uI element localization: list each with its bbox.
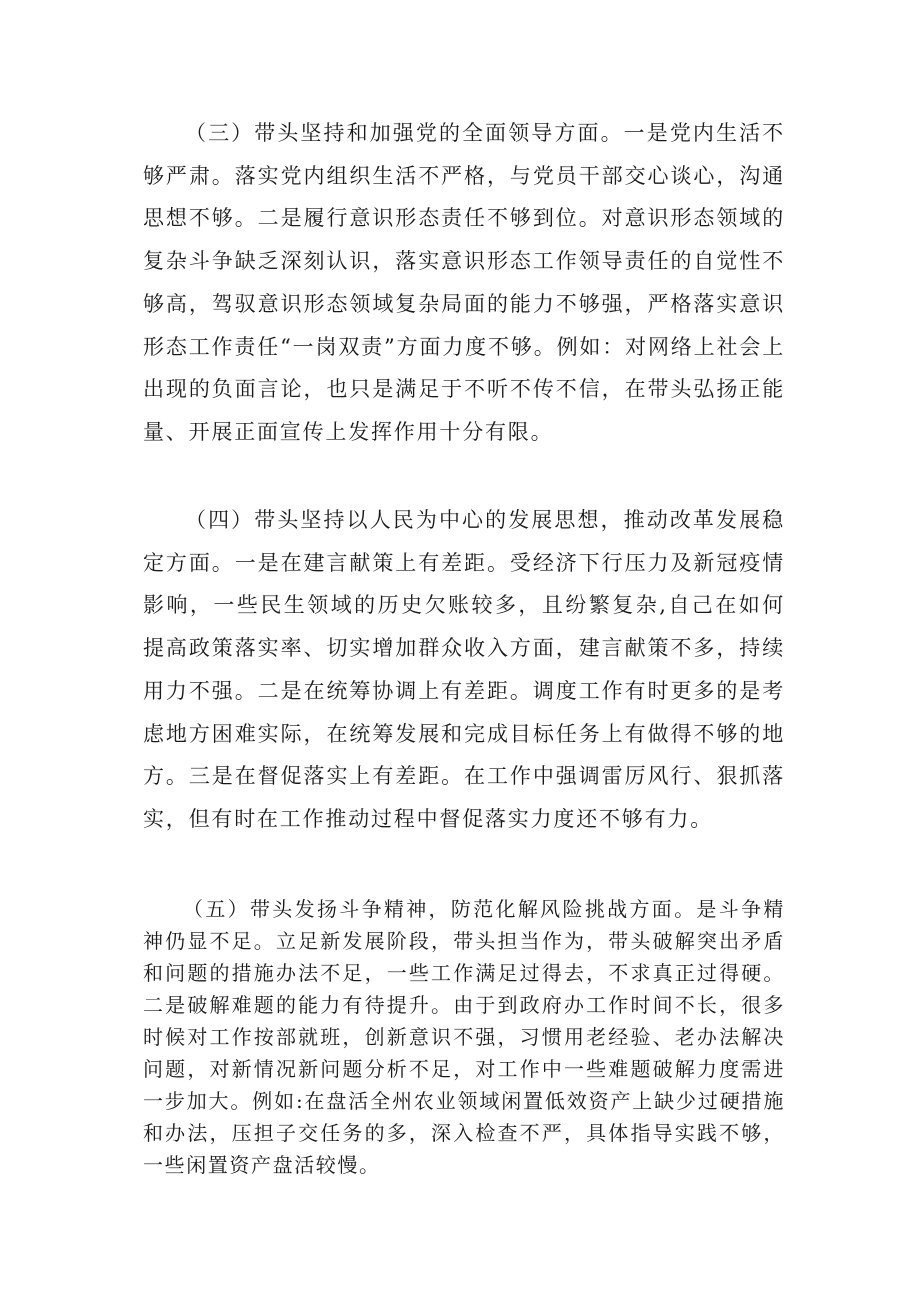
- paragraph-fighting-spirit: （五）带头发扬斗争精神，防范化解风险挑战方面。是斗争精神仍显不足。立足新发展阶段，带头担当作为，带头破解突出矛盾和问题的措施办法不足，一些工作满足过得去，不求真正过得硬。二是破解难题的能力有待提升。由于到政府办工作时间不长，很多时候对工作按部就班，创新意识不强，习惯用老经验、老办法解决问题，对新情况新问题分析不足，对工作中一些难题破解力度需进一步加大。例如:在盘活全州农业领域闲置低效资产上缺少过硬措施和办法，压担子交任务的多，深入检查不严，具体指导实践不够，一些闲置资产盘活较慢。: [143, 897, 785, 1177]
- paragraph-people-centered-development: （四）带头坚持以人民为中心的发展思想，推动改革发展稳定方面。一是在建言献策上有差距。受经济下行压力及新冠疫情影响，一些民生领域的历史欠账较多，且纷繁复杂,自己在如何提高政策落实率、切实增加群众收入方面，建言献策不多，持续用力不强。二是在统筹协调上有差距。调度工作有时更多的是考虑地方困难实际，在统筹发展和完成目标任务上有做得不够的地方。三是在督促落实上有差距。在工作中强调雷厉风行、狠抓落实，但有时在工作推动过程中督促落实力度还不够有力。: [143, 508, 785, 831]
- paragraph-leadership: （三）带头坚持和加强党的全面领导方面。一是党内生活不够严肃。落实党内组织生活不严格，与党员干部交心谈心，沟通思想不够。二是履行意识形态责任不够到位。对意识形态领域的复杂斗争缺乏深刻认识，落实意识形态工作领导责任的自觉性不够高，驾驭意识形态领域复杂局面的能力不够强，严格落实意识形态工作责任“一岗双责”方面力度不够。例如：对网络上社会上出现的负面言论，也只是满足于不听不传不信，在带头弘扬正能量、开展正面宣传上发挥作用十分有限。: [143, 121, 785, 444]
